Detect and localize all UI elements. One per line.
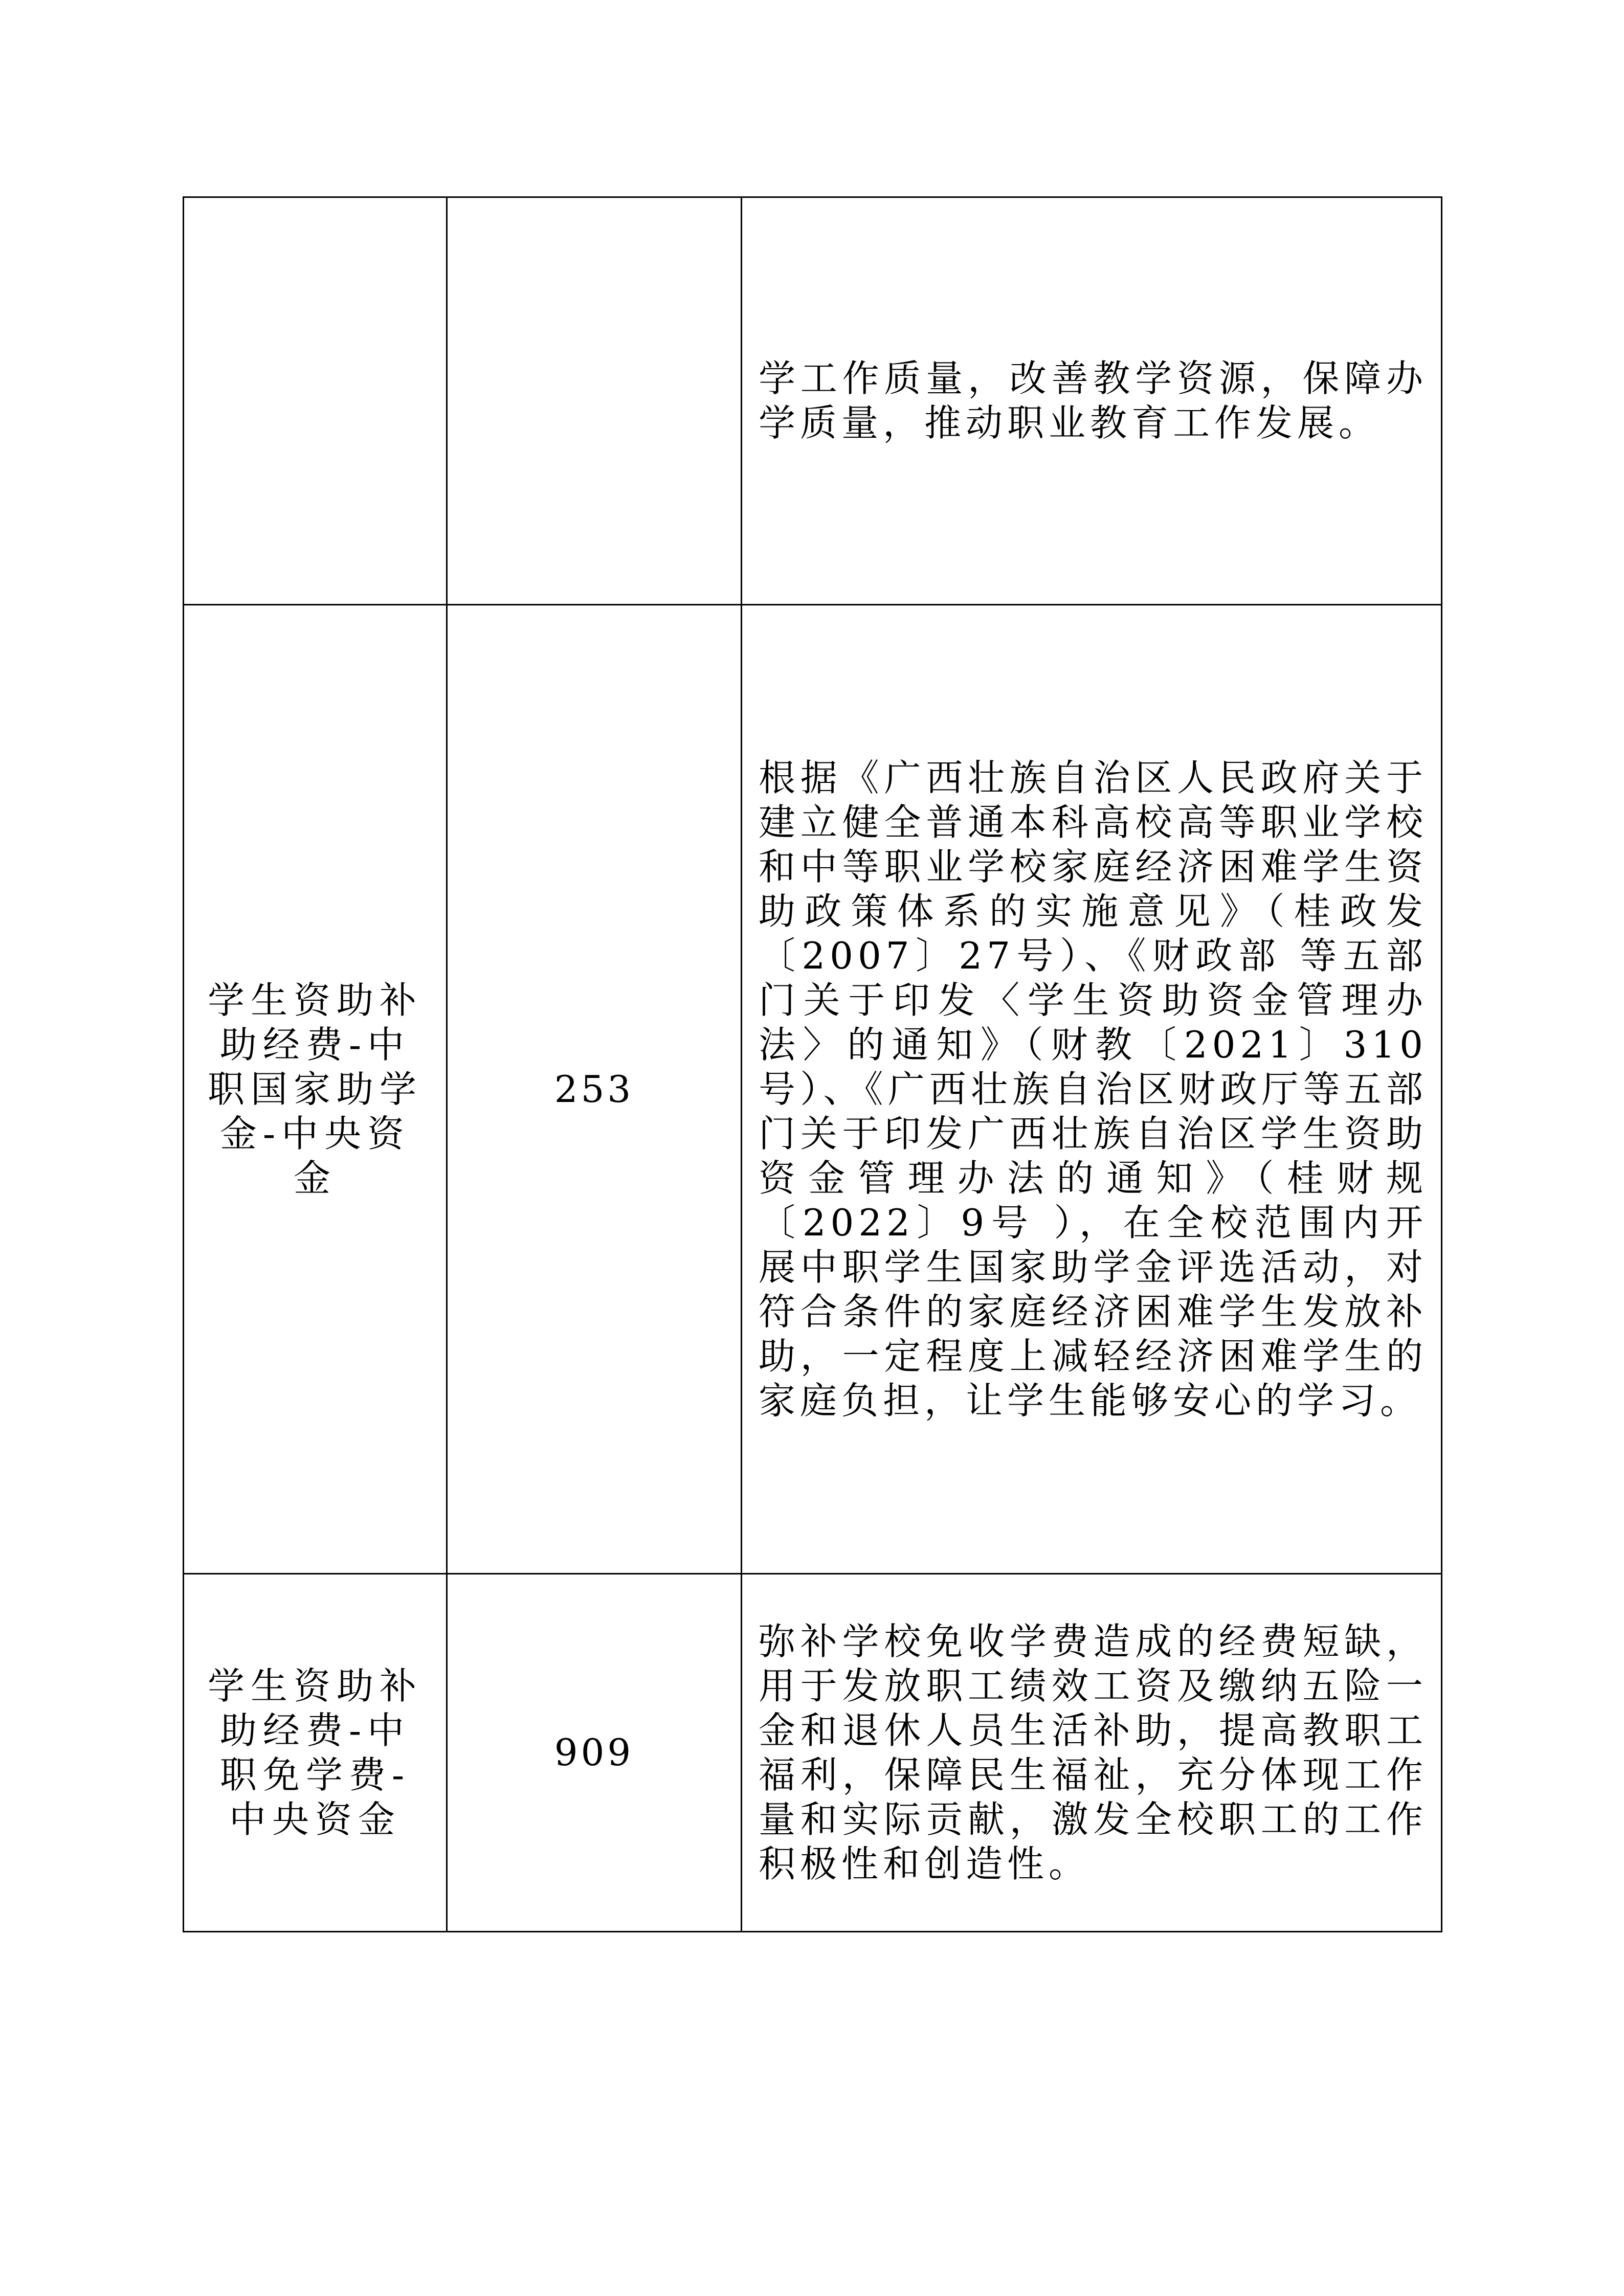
amount-cell: [447, 1574, 742, 1932]
fund-table: [183, 196, 1442, 1932]
table-row: [184, 605, 1442, 1574]
description-cell: [742, 197, 1442, 605]
table-row: [184, 197, 1442, 605]
description-text: 弥补学校免收学费造成的经费短缺，用于发放职工绩效工资及缴纳五险一金和退休人员生活补助，提高教职工福利，保障民生福祉，充分体现工作量和实际贡献，激发全校职工的工作积极性和创造性。: [759, 1619, 1428, 1885]
amount-cell: [447, 197, 742, 605]
description-cell: [742, 605, 1442, 1574]
description-cell: [742, 1574, 1442, 1932]
project-name: 学生资助补助经费-中职免学费-中央资金: [207, 1664, 422, 1841]
table-row: [184, 1574, 1442, 1932]
project-name-cell: [184, 197, 447, 605]
amount-cell: [447, 605, 742, 1574]
project-name-cell: [184, 605, 447, 1574]
description-text: 根据《广西壮族自治区人民政府关于建立健全普通本科高校高等职业学校和中等职业学校家庭经济困难学生资助政策体系的实施意见》（桂政发〔2007〕27号）、《财政部 等五部门关于印发〈学生资助资金管理办法〉的通知》（财教〔2021〕310号）、《广西壮族自治区财政厅等五部门关于印发广西壮族自治区学生资助资金管理办法的通知》（桂财规〔2022〕9号 ），在全校范围内开展中职学生国家助学金评选活动，对符合条件的家庭经济困难学生发放补助，一定程度上减轻经济困难学生的家庭负担，让学生能够安心的学习。: [759, 756, 1428, 1422]
amount-value: 909: [554, 1731, 634, 1774]
project-name: 学生资助补助经费-中职国家助学金-中央资金: [207, 978, 422, 1200]
description-text: 学工作质量，改善教学资源，保障办学质量，推动职业教育工作发展。: [759, 357, 1428, 444]
project-name-cell: [184, 1574, 447, 1932]
amount-value: 253: [554, 1067, 634, 1111]
